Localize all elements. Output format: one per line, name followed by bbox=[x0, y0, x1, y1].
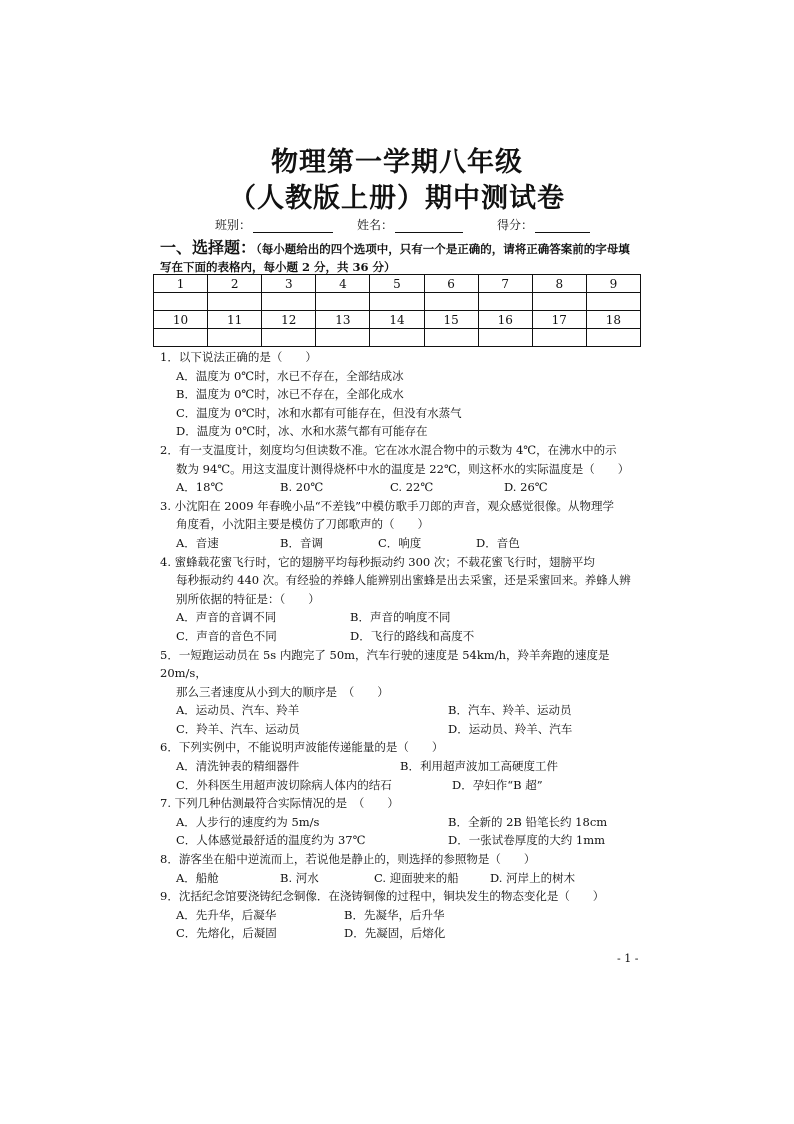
option-c: C．先熔化，后凝固 bbox=[176, 926, 277, 941]
answer-blank-cell[interactable] bbox=[316, 329, 370, 347]
option-d: D. 26℃ bbox=[504, 480, 548, 495]
option-a: A．18℃ bbox=[176, 480, 224, 495]
option-list bbox=[160, 776, 640, 795]
answer-number-cell: 11 bbox=[208, 311, 262, 329]
option-a: A．运动员、汽车、羚羊 bbox=[176, 703, 300, 718]
option-list bbox=[160, 813, 640, 832]
question-4 bbox=[160, 553, 640, 646]
answer-blank-cell[interactable] bbox=[370, 329, 424, 347]
answer-blank-cell[interactable] bbox=[370, 293, 424, 311]
answer-blank-row-2 bbox=[154, 329, 641, 347]
question-stem: 1．以下说法正确的是（ ） bbox=[160, 350, 317, 364]
option-list bbox=[160, 906, 640, 925]
question-6 bbox=[160, 738, 640, 794]
option-list bbox=[160, 627, 640, 646]
answer-blank-cell[interactable] bbox=[424, 329, 478, 347]
option-c: C．声音的音色不同 bbox=[176, 628, 277, 643]
question-stem-continued: 别所依据的特征是：（ ） bbox=[176, 591, 320, 606]
option-d: D．温度为 0℃时，冰、水和水蒸气都有可能存在 bbox=[176, 424, 428, 439]
option-a: A．船舱 bbox=[176, 870, 219, 885]
answer-blank-row-1 bbox=[154, 293, 641, 311]
answer-blank-cell[interactable] bbox=[532, 329, 586, 347]
option-list bbox=[160, 534, 640, 553]
option-b: B．全新的 2B 铅笔长约 18cm bbox=[448, 814, 608, 829]
option-d: D．孕妇作“B 超” bbox=[452, 777, 543, 792]
option-a: A．声音的音调不同 bbox=[176, 610, 277, 625]
option-d: D．飞行的路线和高度不 bbox=[350, 628, 475, 643]
section-multiple-choice-header bbox=[160, 239, 640, 276]
answer-number-cell: 7 bbox=[478, 275, 532, 293]
name-blank[interactable] bbox=[395, 219, 463, 233]
answer-blank-cell[interactable] bbox=[262, 293, 316, 311]
exam-title-line1: 物理第一学期八年级 bbox=[271, 147, 523, 178]
option-d: D．先凝固，后熔化 bbox=[344, 926, 446, 941]
answer-number-cell: 4 bbox=[316, 275, 370, 293]
option-c: C. 迎面驶来的船 bbox=[374, 870, 459, 885]
option-a: A．温度为 0℃时，水已不存在，全部结成冰 bbox=[176, 368, 404, 383]
answer-blank-cell[interactable] bbox=[478, 329, 532, 347]
answer-number-cell: 1 bbox=[154, 275, 208, 293]
option-list bbox=[160, 924, 640, 943]
answer-number-row-2 bbox=[154, 311, 641, 329]
question-stem-continued: 那么三者速度从小到大的顺序是 （ ） bbox=[176, 684, 389, 699]
question-stem: 2．有一支温度计，刻度均匀但读数不准。它在冰水混合物中的示数为 4℃，在沸水中的示 bbox=[160, 442, 617, 457]
answer-number-cell: 17 bbox=[532, 311, 586, 329]
option-c: C．人体感觉最舒适的温度约为 37℃ bbox=[176, 833, 366, 848]
question-stem: 9．沈括纪念馆要浇铸纪念铜像．在浇铸铜像的过程中，铜块发生的物态变化是（ ） bbox=[160, 889, 605, 904]
option-list bbox=[160, 757, 640, 776]
option-b: B. 河水 bbox=[280, 870, 319, 885]
option-a: A．先升华，后凝华 bbox=[176, 907, 277, 922]
option-a: A．人步行的速度约为 5m/s bbox=[176, 814, 320, 829]
option-c: C．响度 bbox=[378, 535, 422, 550]
answer-blank-cell[interactable] bbox=[478, 293, 532, 311]
option-b: B. 20℃ bbox=[280, 480, 324, 495]
class-blank[interactable] bbox=[253, 219, 333, 233]
question-stem: 3. 小沈阳在 2009 年春晚小品“不差钱”中模仿歌手刀郎的声音，观众感觉很像。从物理学 bbox=[160, 498, 614, 513]
answer-number-cell: 13 bbox=[316, 311, 370, 329]
score-label: 得分： bbox=[497, 218, 534, 232]
option-b: B．汽车、羚羊、运动员 bbox=[448, 703, 572, 718]
class-field[interactable] bbox=[215, 216, 333, 233]
option-list bbox=[160, 385, 640, 404]
answer-number-cell: 5 bbox=[370, 275, 424, 293]
option-d: D．音色 bbox=[476, 535, 520, 550]
answer-number-row-1 bbox=[154, 275, 641, 293]
section-instructions: （每小题给出的四个选项中，只有一个是正确的，请将正确答案前的字母填写在下面的表格内，每小题 2 分，共 36 分） bbox=[160, 242, 630, 274]
option-list bbox=[160, 701, 640, 720]
page-number: - 1 - bbox=[617, 952, 639, 965]
question-stem: 5．一短跑运动员在 5s 内跑完了 50m，汽车行驶的速度是 54km/h，羚羊奔跑的速度是 20m/s， bbox=[160, 647, 610, 681]
answer-number-cell: 14 bbox=[370, 311, 424, 329]
answer-blank-cell[interactable] bbox=[532, 293, 586, 311]
answer-number-cell: 2 bbox=[208, 275, 262, 293]
option-list bbox=[160, 367, 640, 386]
option-b: B．声音的响度不同 bbox=[350, 610, 451, 625]
question-3 bbox=[160, 497, 640, 553]
answer-number-cell: 15 bbox=[424, 311, 478, 329]
answer-blank-cell[interactable] bbox=[586, 329, 640, 347]
question-stem: 6．下列实例中，不能说明声波能传递能量的是（ ） bbox=[160, 740, 444, 755]
question-stem: 7. 下列几种估测最符合实际情况的是 （ ） bbox=[160, 796, 399, 811]
question-8 bbox=[160, 850, 640, 887]
question-stem-continued: 数为 94℃。用这支温度计测得烧杯中水的温度是 22℃，则这杯水的实际温度是（ ） bbox=[176, 461, 630, 476]
option-c: C．外科医生用超声波切除病人体内的结石 bbox=[176, 777, 392, 792]
question-1 bbox=[160, 348, 640, 441]
option-d: D．一张试卷厚度的大约 1mm bbox=[448, 833, 606, 848]
name-label: 姓名： bbox=[357, 218, 394, 232]
option-b: B．利用超声波加工高硬度工件 bbox=[400, 759, 558, 774]
question-stem: 8．游客坐在船中逆流而上，若说他是静止的，则选择的参照物是（ ） bbox=[160, 852, 536, 867]
answer-number-cell: 9 bbox=[586, 275, 640, 293]
option-b: B．温度为 0℃时，冰已不存在，全部化成水 bbox=[176, 387, 404, 402]
answer-blank-cell[interactable] bbox=[586, 293, 640, 311]
answer-number-cell: 10 bbox=[154, 311, 208, 329]
option-list bbox=[160, 478, 640, 497]
option-list bbox=[160, 608, 640, 627]
answer-table bbox=[153, 274, 641, 347]
option-a: A．音速 bbox=[176, 535, 219, 550]
answer-number-cell: 3 bbox=[262, 275, 316, 293]
answer-blank-cell[interactable] bbox=[424, 293, 478, 311]
option-list bbox=[160, 422, 640, 441]
question-7 bbox=[160, 794, 640, 850]
option-d: D．运动员、羚羊、汽车 bbox=[448, 721, 573, 736]
answer-blank-cell[interactable] bbox=[154, 293, 208, 311]
answer-blank-cell[interactable] bbox=[208, 293, 262, 311]
option-list bbox=[160, 869, 640, 888]
option-list bbox=[160, 831, 640, 850]
option-b: B．先凝华，后升华 bbox=[344, 907, 445, 922]
name-field[interactable] bbox=[357, 216, 463, 233]
question-stem-continued: 角度看，小沈阳主要是模仿了刀郎歌声的（ ） bbox=[176, 517, 429, 532]
question-9 bbox=[160, 887, 640, 943]
option-a: A．清洗钟表的精细器件 bbox=[176, 759, 300, 774]
answer-blank-cell[interactable] bbox=[262, 329, 316, 347]
answer-number-cell: 18 bbox=[586, 311, 640, 329]
answer-blank-cell[interactable] bbox=[154, 329, 208, 347]
option-b: B．音调 bbox=[280, 535, 323, 550]
answer-number-cell: 6 bbox=[424, 275, 478, 293]
option-list bbox=[160, 404, 640, 423]
section-heading: 一、选择题： bbox=[160, 238, 257, 257]
exam-title-line2: （人教版上册）期中测试卷 bbox=[229, 183, 565, 214]
question-5 bbox=[160, 646, 640, 739]
question-stem: 4. 蜜蜂载花蜜飞行时，它的翅膀平均每秒振动约 300 次；不载花蜜飞行时，翅膀平均 bbox=[160, 554, 595, 569]
student-info-line bbox=[0, 216, 794, 234]
question-stem-continued: 每秒振动约 440 次。有经验的养蜂人能辨别出蜜蜂是出去采蜜，还是采蜜回来。养蜂人辨 bbox=[176, 573, 631, 588]
answer-number-cell: 12 bbox=[262, 311, 316, 329]
option-c: C. 22℃ bbox=[390, 480, 434, 495]
option-list bbox=[160, 720, 640, 739]
answer-number-cell: 8 bbox=[532, 275, 586, 293]
option-c: C．温度为 0℃时，冰和水都有可能存在，但没有水蒸气 bbox=[176, 405, 462, 420]
answer-blank-cell[interactable] bbox=[316, 293, 370, 311]
answer-number-cell: 16 bbox=[478, 311, 532, 329]
question-2 bbox=[160, 441, 640, 497]
option-c: C．羚羊、汽车、运动员 bbox=[176, 721, 300, 736]
option-d: D. 河岸上的树木 bbox=[490, 870, 576, 885]
score-field[interactable] bbox=[497, 216, 590, 233]
question-list bbox=[160, 348, 640, 943]
answer-blank-cell[interactable] bbox=[208, 329, 262, 347]
score-blank[interactable] bbox=[535, 219, 590, 233]
class-label: 班别： bbox=[215, 218, 252, 232]
